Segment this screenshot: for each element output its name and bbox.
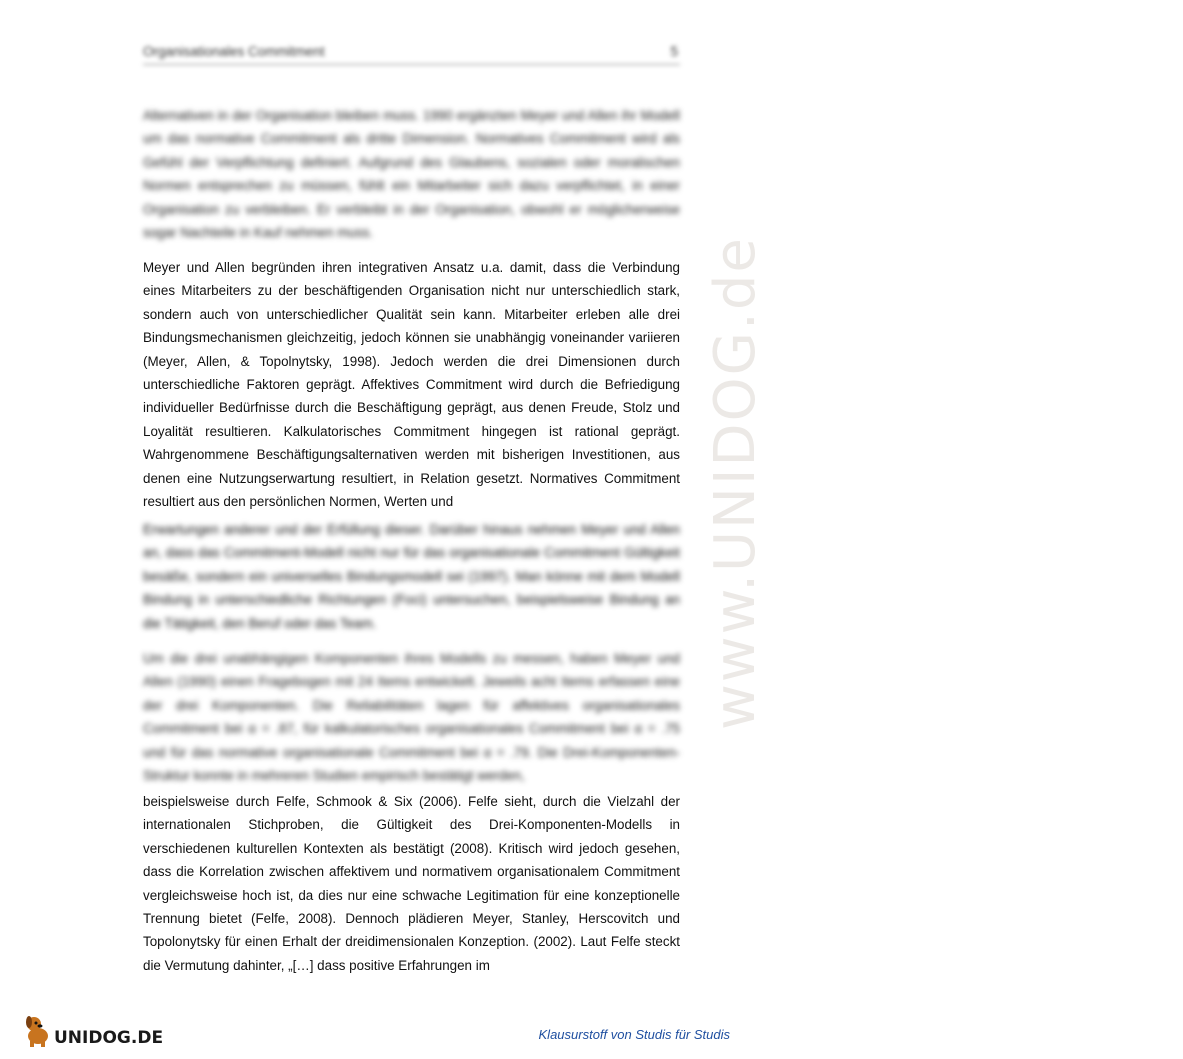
dog-logo-icon	[20, 1010, 164, 1050]
unidog-logo[interactable]	[20, 1010, 164, 1050]
logo-text: UNIDOG.DE	[54, 1028, 164, 1048]
page-header	[143, 42, 680, 65]
paragraph-blurred-3: Um die drei unabhängigen Komponenten ihres Modells zu messen, haben Meyer und Allen (1990) einen Fragebogen mit 24 Items entwickelt. Jeweils acht Items erfassen eine der drei Komponenten. Die Reliabilitäten lagen für affektives organisationales Commitment bei α = .87, für kalkulatorisches organisationales Commitment bei α = .75 und für das normative organisationale Commitment bei α = .79. Die Drei-Komponenten-Struktur konnte in mehreren Studien empirisch bestätigt werden,	[143, 651, 680, 784]
header-title: Organisationales Commitment	[143, 44, 325, 59]
page-number: 5	[670, 44, 678, 59]
watermark-text: www.UNIDOG.de	[703, 236, 768, 730]
paragraph-visible-2: beispielsweise durch Felfe, Schmook & Six (2006). Felfe sieht, durch die Vielzahl der internationalen Stichproben, die Gültigkeit des Drei-Komponenten-Modells in verschiedenen kulturellen Kontexten als bestätigt (2008). Kritisch wird jedoch gesehen, dass die Korrelation zwischen affektivem und normativem organisationalem Commitment vergleichsweise hoch ist, da dies nur eine schwache Legitimation für eine konzeptionelle Trennung bietet (Felfe, 2008). Dennoch plädieren Meyer, Stanley, Herscovitch und Topolonytsky für einen Erhalt der dreidimensionalen Konzeption. (2002). Laut Felfe steckt die Vermutung dahinter, „[…] dass positive Erfahrungen im	[143, 794, 680, 973]
paragraph-blurred-1: Alternativen in der Organisation bleiben muss. 1990 ergänzten Meyer und Allen ihr Modell um das normative Commitment als dritte Dimension. Normatives Commitment wird als Gefühl der Verpflichtung definiert. Aufgrund des Glaubens, sozialen oder moralischen Normen entsprechen zu müssen, fühlt ein Mitarbeiter sich dazu verpflichtet, in einer Organisation zu verbleiben. Er verbleibt in der Organisation, obwohl er möglicherweise sogar Nachteile in Kauf nehmen muss.	[143, 108, 680, 241]
paragraph-blurred-2: Erwartungen anderer und der Erfüllung dieser. Darüber hinaus nehmen Meyer und Allen an, dass das Commitment-Modell nicht nur für das organisationale Commitment Gültigkeit besäße, sondern ein universelles Bindungsmodell sei (1997). Man könne mit dem Modell Bindung in unterschiedliche Richtungen (Foci) untersuchen, beispielsweise Bindung an die Tätigkeit, den Beruf oder das Team.	[143, 522, 680, 631]
paragraph-visible-1: Meyer und Allen begründen ihren integrativen Ansatz u.a. damit, dass die Verbindung eines Mitarbeiters zu der beschäftigenden Organisation nicht nur unterschiedlich stark, sondern auch von unterschiedlicher Qualität sein kann. Mitarbeiter erleben alle drei Bindungsmechanismen gleichzeitig, jedoch können sie unabhängig voneinander variieren (Meyer, Allen, & Topolnytsky, 1998). Jedoch werden die drei Dimensionen durch unterschiedliche Faktoren geprägt. Affektives Commitment wird durch die Befriedigung individueller Bedürfnisse durch die Beschäftigung geprägt, aus denen Freude, Stolz und Loyalität resultieren. Kalkulatorisches Commitment hingegen ist rational geprägt. Wahrgenommene Beschäftigungsalternativen werden mit bisherigen Investitionen, aus denen eine Nutzungserwartung resultiert, in Relation gesetzt. Normatives Commitment resultiert aus den persönlichen Normen, Werten und	[143, 260, 680, 510]
footer-tagline: Klausurstoff von Studis für Studis	[538, 1027, 730, 1042]
